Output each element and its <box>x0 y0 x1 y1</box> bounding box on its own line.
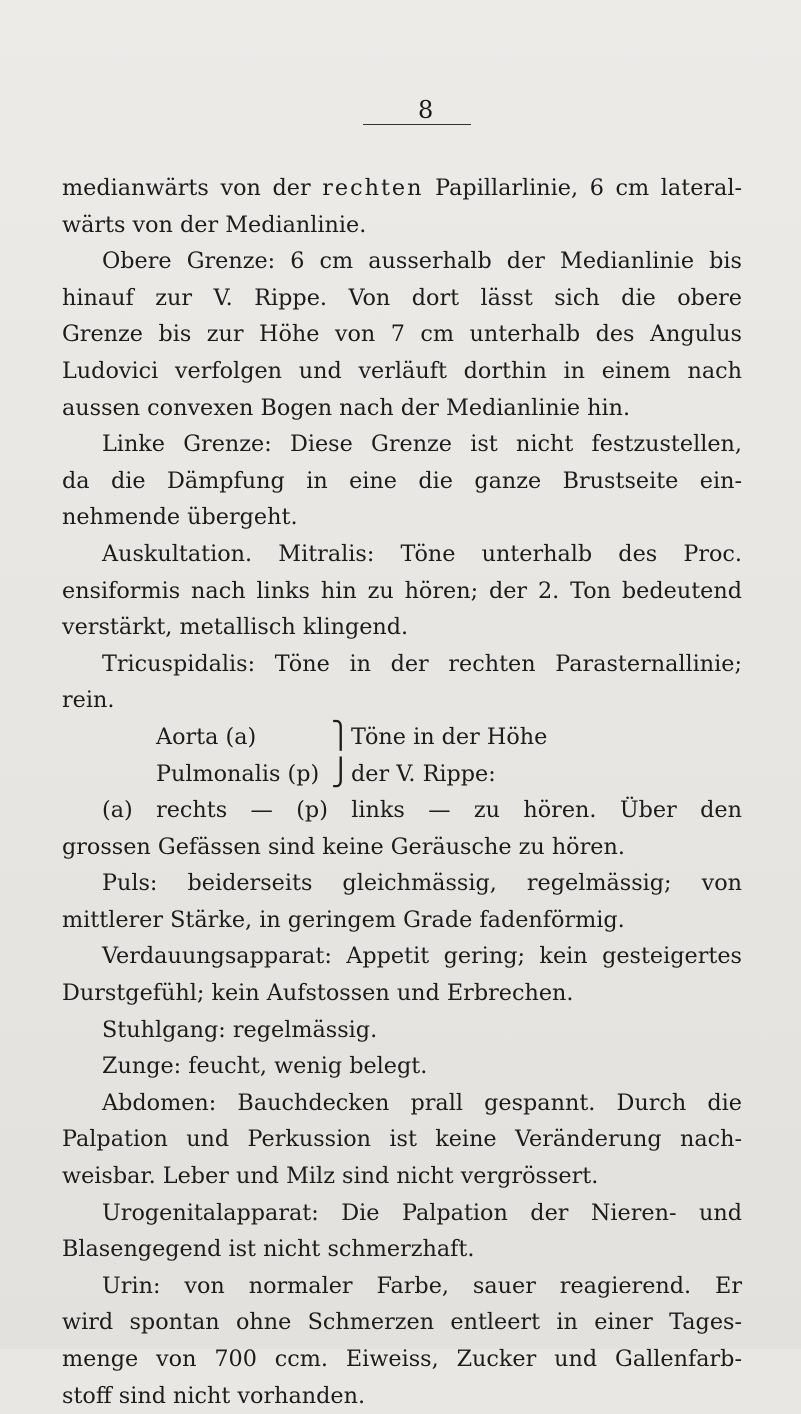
body-text <box>62 170 742 1414</box>
text-line: Palpation und Perkussion ist keine Veränderung nach- <box>62 1126 742 1153</box>
text-line: Blasengegend ist nicht schmerzhaft. <box>62 1236 475 1263</box>
text-line: wird spontan ohne Schmerzen entleert in einer Tages- <box>62 1309 742 1336</box>
text-line: Abdomen: Bauchdecken prall gespannt. Durch die <box>102 1089 742 1116</box>
text-line: verstärkt, metallisch klingend. <box>62 614 409 641</box>
text-line: Linke Grenze: Diese Grenze ist nicht festzustellen, <box>102 431 742 458</box>
text-line: menge von 700 ccm. Eiweiss, Zucker und Gallenfarb- <box>62 1346 742 1372</box>
pulmonalis-label: Pulmonalis (p) <box>156 760 320 787</box>
text-line: da die Dämpfung in eine die ganze Brustseite ein- <box>62 467 742 494</box>
text-line: mittlerer Stärke, in geringem Grade fadenförmig. <box>62 906 625 933</box>
brace-top-glyph: ⎫ <box>331 720 351 751</box>
text-line: Puls: beiderseits gleichmässig, regelmässig; von <box>102 870 742 897</box>
text-line: grossen Gefässen sind keine Geräusche zu hören. <box>62 833 625 860</box>
text-line: ensiformis nach links hin zu hören; der 2. Ton bedeutend <box>62 577 742 604</box>
pulmonalis-note: der V. Rippe: <box>351 760 496 787</box>
aorta-label: Aorta (a) <box>156 723 257 750</box>
text-line: rein. <box>62 687 115 714</box>
aorta-note: Töne in der Höhe <box>351 723 548 750</box>
text-line: medianwärts von der rechten Papillarlinie, 6 cm lateral- <box>62 175 743 201</box>
text-line: Verdauungsapparat: Appetit gering; kein gesteigertes <box>102 943 742 970</box>
text-line: Auskultation. Mitralis: Töne unterhalb des Proc. <box>102 540 742 567</box>
brace-bottom-glyph: ⎭ <box>331 757 351 788</box>
text-line: Ludovici verfolgen und verläuft dorthin in einem nach <box>62 357 742 384</box>
text-line: Zunge: feucht, wenig belegt. <box>102 1053 428 1080</box>
text-line: (a) rechts — (p) links — zu hören. Über den <box>102 797 742 824</box>
pulmonalis-line <box>62 756 742 793</box>
text-line: Obere Grenze: 6 cm ausserhalb der Medianlinie bis <box>102 248 742 275</box>
text-line: Tricuspidalis: Töne in der rechten Parasternallinie; <box>102 650 742 677</box>
aorta-line <box>62 719 742 756</box>
text-line: aussen convexen Bogen nach der Medianlinie hin. <box>62 394 631 421</box>
text-line: Grenze bis zur Höhe von 7 cm unterhalb des Angulus <box>62 321 742 348</box>
text-line: stoff sind nicht vorhanden. <box>62 1382 366 1409</box>
text-line: nehmende übergeht. <box>62 504 298 531</box>
text-line: hinauf zur V. Rippe. Von dort lässt sich die obere <box>62 284 742 311</box>
text-line: Durstgefühl; kein Aufstossen und Erbrechen. <box>62 980 574 1007</box>
header-rule <box>363 124 471 125</box>
text-line: weisbar. Leber und Milz sind nicht vergrössert. <box>62 1163 599 1190</box>
text-line: Urogenitalapparat: Die Palpation der Nieren- und <box>102 1199 742 1226</box>
page-number: 8 <box>418 96 435 124</box>
text-line: Urin: von normaler Farbe, sauer reagierend. Er <box>102 1272 742 1299</box>
text-line: wärts von der Medianlinie. <box>62 211 367 238</box>
text-line: Stuhlgang: regelmässig. <box>102 1016 378 1043</box>
